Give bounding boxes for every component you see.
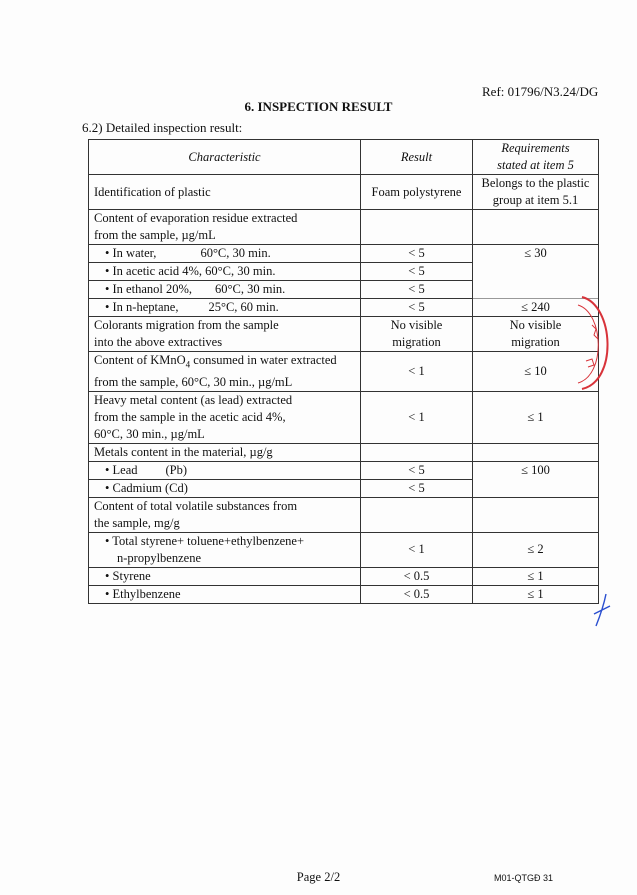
heavy-metal-requirement: ≤ 1 [473, 391, 599, 443]
volatile-styrene-requirement: ≤ 1 [473, 567, 599, 585]
colorants-label: Colorants migration from the sample into the above extractives [89, 317, 361, 352]
kmno4-requirement: ≤ 10 [473, 352, 599, 392]
evaporation-water-result: < 5 [361, 245, 473, 263]
table-row-evaporation-acetic: • In acetic acid 4%, 60°C, 30 min. < 5 [89, 263, 599, 281]
metals-label: Metals content in the material, µg/g [89, 443, 361, 461]
section-title: 6. INSPECTION RESULT [244, 99, 393, 114]
subsection-title: 6.2) Detailed inspection result: [82, 120, 243, 135]
form-code: M01-QTGĐ 31 [494, 873, 554, 883]
evaporation-heptane-result: < 5 [361, 299, 473, 317]
table-row-volatile-header [89, 497, 599, 532]
table-row-evaporation-header [89, 210, 599, 245]
table-row-evaporation-ethanol: • In ethanol 20%, 60°C, 30 min. < 5 [89, 281, 599, 299]
metals-requirement: ≤ 100 [473, 461, 599, 497]
header-requirements: Requirements stated at item 5 [473, 140, 599, 175]
table-header-row [89, 140, 599, 175]
table-row-identification [89, 175, 599, 210]
volatile-total-requirement: ≤ 2 [473, 532, 599, 567]
official-stamp [556, 295, 616, 391]
table-row-kmno4 [89, 352, 599, 392]
table-row-volatile-ethylbenzene: • Ethylbenzene < 0.5 ≤ 1 [89, 585, 599, 603]
table-row-evaporation-heptane: • In n-heptane, 25°C, 60 min. < 5 ≤ 240 [89, 299, 599, 317]
evaporation-heptane-requirement: ≤ 240 [473, 299, 599, 317]
table-row-colorants [89, 317, 599, 352]
table-row-evaporation-water: • In water, 60°C, 30 min. < 5 ≤ 30 [89, 245, 599, 263]
metals-lead-result: < 5 [361, 461, 473, 479]
volatile-label: Content of total volatile substances from the sample, mg/g [89, 497, 361, 532]
metals-cadmium-result: < 5 [361, 479, 473, 497]
evaporation-label: Content of evaporation residue extracted from the sample, µg/mL [89, 210, 361, 245]
volatile-styrene-result: < 0.5 [361, 567, 473, 585]
identification-requirement: Belongs to the plastic group at item 5.1 [473, 175, 599, 210]
identification-result: Foam polystyrene [361, 175, 473, 210]
kmno4-label: Content of KMnO$_4$ consumed in water extracted from the sample, 60°C, 30 min., µg/mL [89, 352, 361, 392]
page-number: Page 2/2 [296, 870, 341, 884]
inspection-result-table [88, 139, 599, 604]
colorants-requirement: No visible migration [473, 317, 599, 352]
colorants-result: No visible migration [361, 317, 473, 352]
kmno4-result: < 1 [361, 352, 473, 392]
heavy-metal-result: < 1 [361, 391, 473, 443]
table-row-metals-lead: • Lead (Pb) < 5 ≤ 100 [89, 461, 599, 479]
volatile-ethylbenzene-result: < 0.5 [361, 585, 473, 603]
header-characteristic: Characteristic [89, 140, 361, 175]
header-result: Result [361, 140, 473, 175]
table-row-metals-cadmium: • Cadmium (Cd) < 5 [89, 479, 599, 497]
volatile-total-result: < 1 [361, 532, 473, 567]
signature-pen-mark [592, 590, 614, 630]
identification-label: Identification of plastic [89, 175, 361, 210]
table-row-metals-header [89, 443, 599, 461]
evaporation-acetic-result: < 5 [361, 263, 473, 281]
reference-number: Ref: 01796/N3.24/DG [482, 84, 599, 99]
evaporation-requirement: ≤ 30 [473, 245, 599, 299]
table-row-volatile-total: • Total styrene+ toluene+ethylbenzene+ n-propylbenzene < 1 ≤ 2 [89, 532, 599, 567]
volatile-ethylbenzene-requirement: ≤ 1 [473, 585, 599, 603]
table-row-heavy-metal [89, 391, 599, 443]
table-row-volatile-styrene: • Styrene < 0.5 ≤ 1 [89, 567, 599, 585]
heavy-metal-label: Heavy metal content (as lead) extracted from the sample in the acetic acid 4%, 60°C, 30 min., µg/mL [89, 391, 361, 443]
evaporation-ethanol-result: < 5 [361, 281, 473, 299]
